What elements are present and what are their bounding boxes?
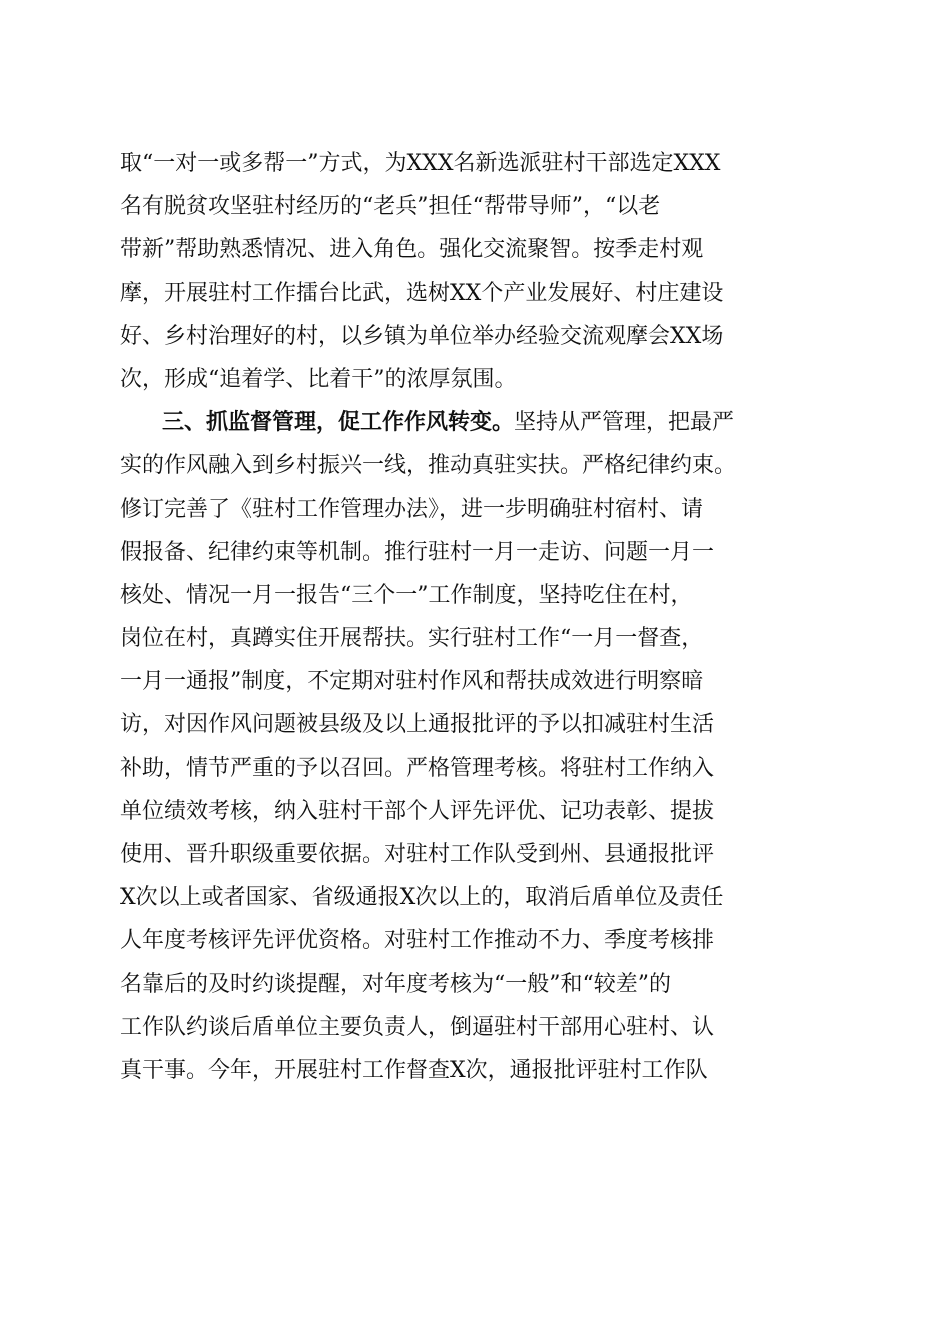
text-line: 取“一对一或多帮一”方式，为XXX名新选派驻村干部选定XXX (120, 151, 721, 176)
text-line: 假报备、纪律约束等机制。推行驻村一月一走访、问题一月一 (120, 539, 715, 565)
text-line: 真干事。今年，开展驻村工作督查X次，通报批评驻村工作队 (120, 1057, 708, 1083)
text-line: 使用、晋升职级重要依据。对驻村工作队受到州、县通报批评 (120, 842, 715, 867)
text-line: 核处、情况一月一报告“三个一”工作制度，坚持吃住在村， (120, 582, 693, 608)
text-line: 名靠后的及时约谈提醒，对年度考核为“一般”和“较差”的 (120, 971, 671, 997)
text-line: 好、乡村治理好的村，以乡镇为单位举办经验交流观摩会XX场 (120, 323, 724, 349)
heading-line-rest: 坚持从严管理，把最严 (514, 410, 735, 436)
text-line: 工作队约谈后盾单位主要负责人，倒逼驻村干部用心驻村、认 (120, 1014, 715, 1040)
section-heading: 三、抓监督管理，促工作作风转变。 (162, 410, 515, 436)
body-text (120, 142, 840, 1092)
text-line: 人年度考核评先评优资格。对驻村工作推动不力、季度考核排 (120, 928, 715, 954)
text-line: 补助，情节严重的予以召回。严格管理考核。将驻村工作纳入 (120, 755, 715, 781)
text-line: 摩，开展驻村工作擂台比武，选树XX个产业发展好、村庄建设 (120, 280, 724, 306)
text-line: 修订完善了《驻村工作管理办法》，进一步明确驻村宿村、请 (120, 496, 704, 522)
paragraph-section-3 (120, 401, 840, 1092)
text-line: 岗位在村，真蹲实住开展帮扶。实行驻村工作“一月一督查， (120, 626, 704, 652)
section-heading-line (120, 401, 840, 444)
text-line: 一月一通报”制度，不定期对驻村作风和帮扶成效进行明察暗 (120, 669, 704, 695)
text-line: 带新”帮助熟悉情况、进入角色。强化交流聚智。按季走村观 (120, 237, 704, 263)
text-line: 访，对因作风问题被县级及以上通报批评的予以扣减驻村生活 (120, 712, 715, 738)
text-line: 次，形成“追着学、比着干”的浓厚氛围。 (120, 366, 517, 392)
text-line: 单位绩效考核，纳入驻村干部个人评先评优、记功表彰、提拔 (120, 798, 715, 824)
text-line: X次以上或者国家、省级通报X次以上的，取消后盾单位及责任 (120, 885, 724, 911)
text-line: 名有脱贫攻坚驻村经历的“老兵”担任“帮带导师”，“以老 (120, 194, 661, 220)
text-line: 实的作风融入到乡村振兴一线，推动真驻实扶。严格纪律约束。 (120, 453, 737, 479)
paragraph-exchange-learning (120, 142, 840, 401)
